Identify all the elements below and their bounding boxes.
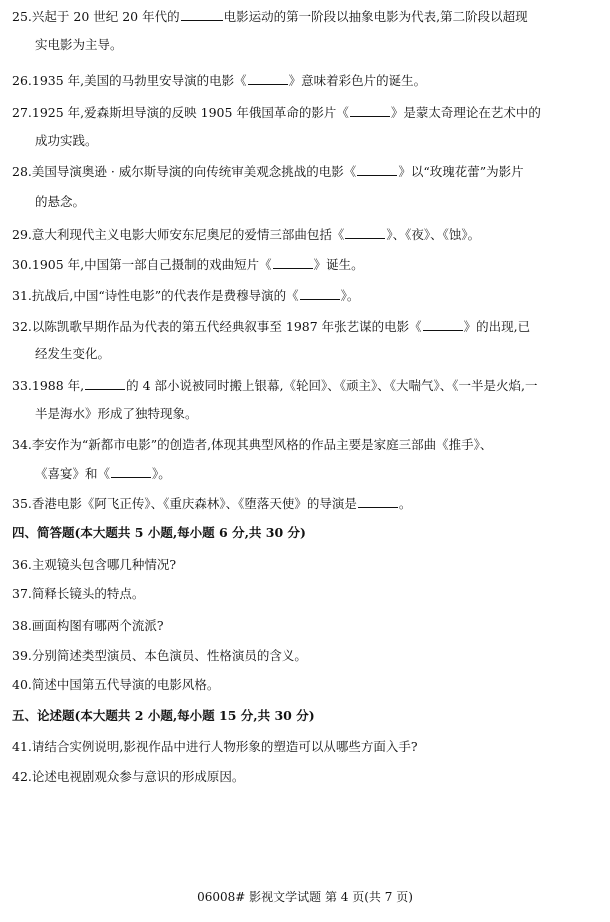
question-27 xyxy=(12,98,598,128)
question-26 xyxy=(12,66,598,96)
question-text: 以陈凯歌早期作品为代表的第五代经典叙事至 1987 年张艺谋的电影《 xyxy=(31,319,422,334)
question-text: 1988 年, xyxy=(31,378,85,393)
question-number: 37. xyxy=(12,586,32,601)
question-33 xyxy=(12,371,598,401)
answer-blank[interactable] xyxy=(300,287,340,300)
question-34-continued xyxy=(35,459,171,489)
answer-blank[interactable] xyxy=(423,318,463,331)
question-number: 41. xyxy=(12,739,32,754)
question-text: 1905 年,中国第一部自己摄制的戏曲短片《 xyxy=(31,257,272,272)
question-42 xyxy=(12,762,598,792)
question-text: 电影运动的第一阶段以抽象电影为代表,第二阶段以超现 xyxy=(223,9,528,24)
question-40 xyxy=(12,670,598,700)
question-text: 1935 年,美国的马勃里安导演的电影《 xyxy=(31,73,247,88)
answer-blank[interactable] xyxy=(248,72,288,85)
question-text: 简述中国第五代导演的电影风格。 xyxy=(31,677,220,692)
question-28 xyxy=(12,157,598,187)
answer-blank[interactable] xyxy=(85,377,125,390)
question-number: 26. xyxy=(12,73,32,88)
question-38 xyxy=(12,611,598,641)
question-37 xyxy=(12,579,598,609)
question-27-continued: 成功实践。 xyxy=(35,133,98,148)
question-text: 李安作为“新都市电影”的创造者,体现其典型风格的作品主要是家庭三部曲《推手》、 xyxy=(31,437,493,452)
question-39 xyxy=(12,641,598,671)
question-text: 》的出现,已 xyxy=(463,319,531,334)
question-30 xyxy=(12,250,598,280)
section-heading-essay: 五、论述题(本大题共 2 小题,每小题 15 分,共 30 分) xyxy=(12,708,315,723)
question-text: 论述电视剧观众参与意识的形成原因。 xyxy=(31,769,245,784)
answer-blank[interactable] xyxy=(273,256,313,269)
question-text: 》、《夜》、《蚀》。 xyxy=(386,227,481,242)
question-number: 34. xyxy=(12,437,32,452)
question-number: 40. xyxy=(12,677,32,692)
question-number: 38. xyxy=(12,618,32,633)
question-text: 》。 xyxy=(340,288,360,303)
question-28-continued: 的悬念。 xyxy=(35,194,86,209)
question-number: 35. xyxy=(12,496,32,511)
question-text: 《喜宴》和《 xyxy=(35,466,111,481)
question-text: 》。 xyxy=(152,466,171,481)
answer-blank[interactable] xyxy=(357,163,397,176)
question-31 xyxy=(12,281,598,311)
question-number: 28. xyxy=(12,164,32,179)
question-number: 25. xyxy=(12,9,32,24)
question-35 xyxy=(12,489,598,519)
question-text: 》意味着彩色片的诞生。 xyxy=(288,73,427,88)
question-32 xyxy=(12,312,598,342)
question-25 xyxy=(12,2,598,32)
answer-blank[interactable] xyxy=(111,465,151,478)
question-number: 27. xyxy=(12,105,32,120)
question-number: 30. xyxy=(12,257,32,272)
question-text: 抗战后,中国“诗性电影”的代表作是费穆导演的《 xyxy=(31,288,299,303)
answer-blank[interactable] xyxy=(350,104,390,117)
question-number: 33. xyxy=(12,378,32,393)
question-34 xyxy=(12,430,598,460)
question-number: 29. xyxy=(12,227,32,242)
section-heading-short-answer: 四、简答题(本大题共 5 小题,每小题 6 分,共 30 分) xyxy=(12,525,306,540)
question-number: 39. xyxy=(12,648,32,663)
answer-blank[interactable] xyxy=(181,8,223,21)
question-text: 主观镜头包含哪几种情况? xyxy=(31,557,177,572)
question-text: 1925 年,爱森斯坦导演的反映 1905 年俄国革命的影片《 xyxy=(31,105,349,120)
question-number: 32. xyxy=(12,319,32,334)
question-text: 香港电影《阿飞正传》、《重庆森林》、《堕落天使》的导演是 xyxy=(31,496,357,511)
question-text: 画面构图有哪两个流派? xyxy=(31,618,164,633)
question-29 xyxy=(12,220,598,250)
question-32-continued: 经发生变化。 xyxy=(35,346,111,361)
question-text: 》以“玫瑰花蕾”为影片 xyxy=(398,164,524,179)
question-text: 的 4 部小说被同时搬上银幕,《轮回》、《顽主》、《大喘气》、《一半是火焰,一 xyxy=(126,378,538,393)
question-text: 》诞生。 xyxy=(313,257,364,272)
page-footer: 06008# 影视文学试题 第 4 页(共 7 页) xyxy=(197,890,413,904)
question-text: 》是蒙太奇理论在艺术中的 xyxy=(390,105,541,120)
question-number: 36. xyxy=(12,557,32,572)
question-number: 31. xyxy=(12,288,32,303)
question-41 xyxy=(12,732,598,762)
question-33-continued: 半是海水》形成了独特现象。 xyxy=(35,406,198,421)
question-text: 请结合实例说明,影视作品中进行人物形象的塑造可以从哪些方面入手? xyxy=(31,739,418,754)
question-25-continued: 实电影为主导。 xyxy=(35,37,123,52)
question-36 xyxy=(12,550,598,580)
question-text: 分别简述类型演员、本色演员、性格演员的含义。 xyxy=(31,648,307,663)
question-text: 美国导演奥逊 · 威尔斯导演的向传统审美观念挑战的电影《 xyxy=(31,164,357,179)
question-text: 意大利现代主义电影大师安东尼奥尼的爱情三部曲包括《 xyxy=(31,227,345,242)
answer-blank[interactable] xyxy=(358,495,398,508)
question-text: 兴起于 20 世纪 20 年代的 xyxy=(31,9,180,24)
answer-blank[interactable] xyxy=(345,226,385,239)
question-number: 42. xyxy=(12,769,32,784)
question-text: 。 xyxy=(398,496,412,511)
question-text: 简释长镜头的特点。 xyxy=(31,586,145,601)
